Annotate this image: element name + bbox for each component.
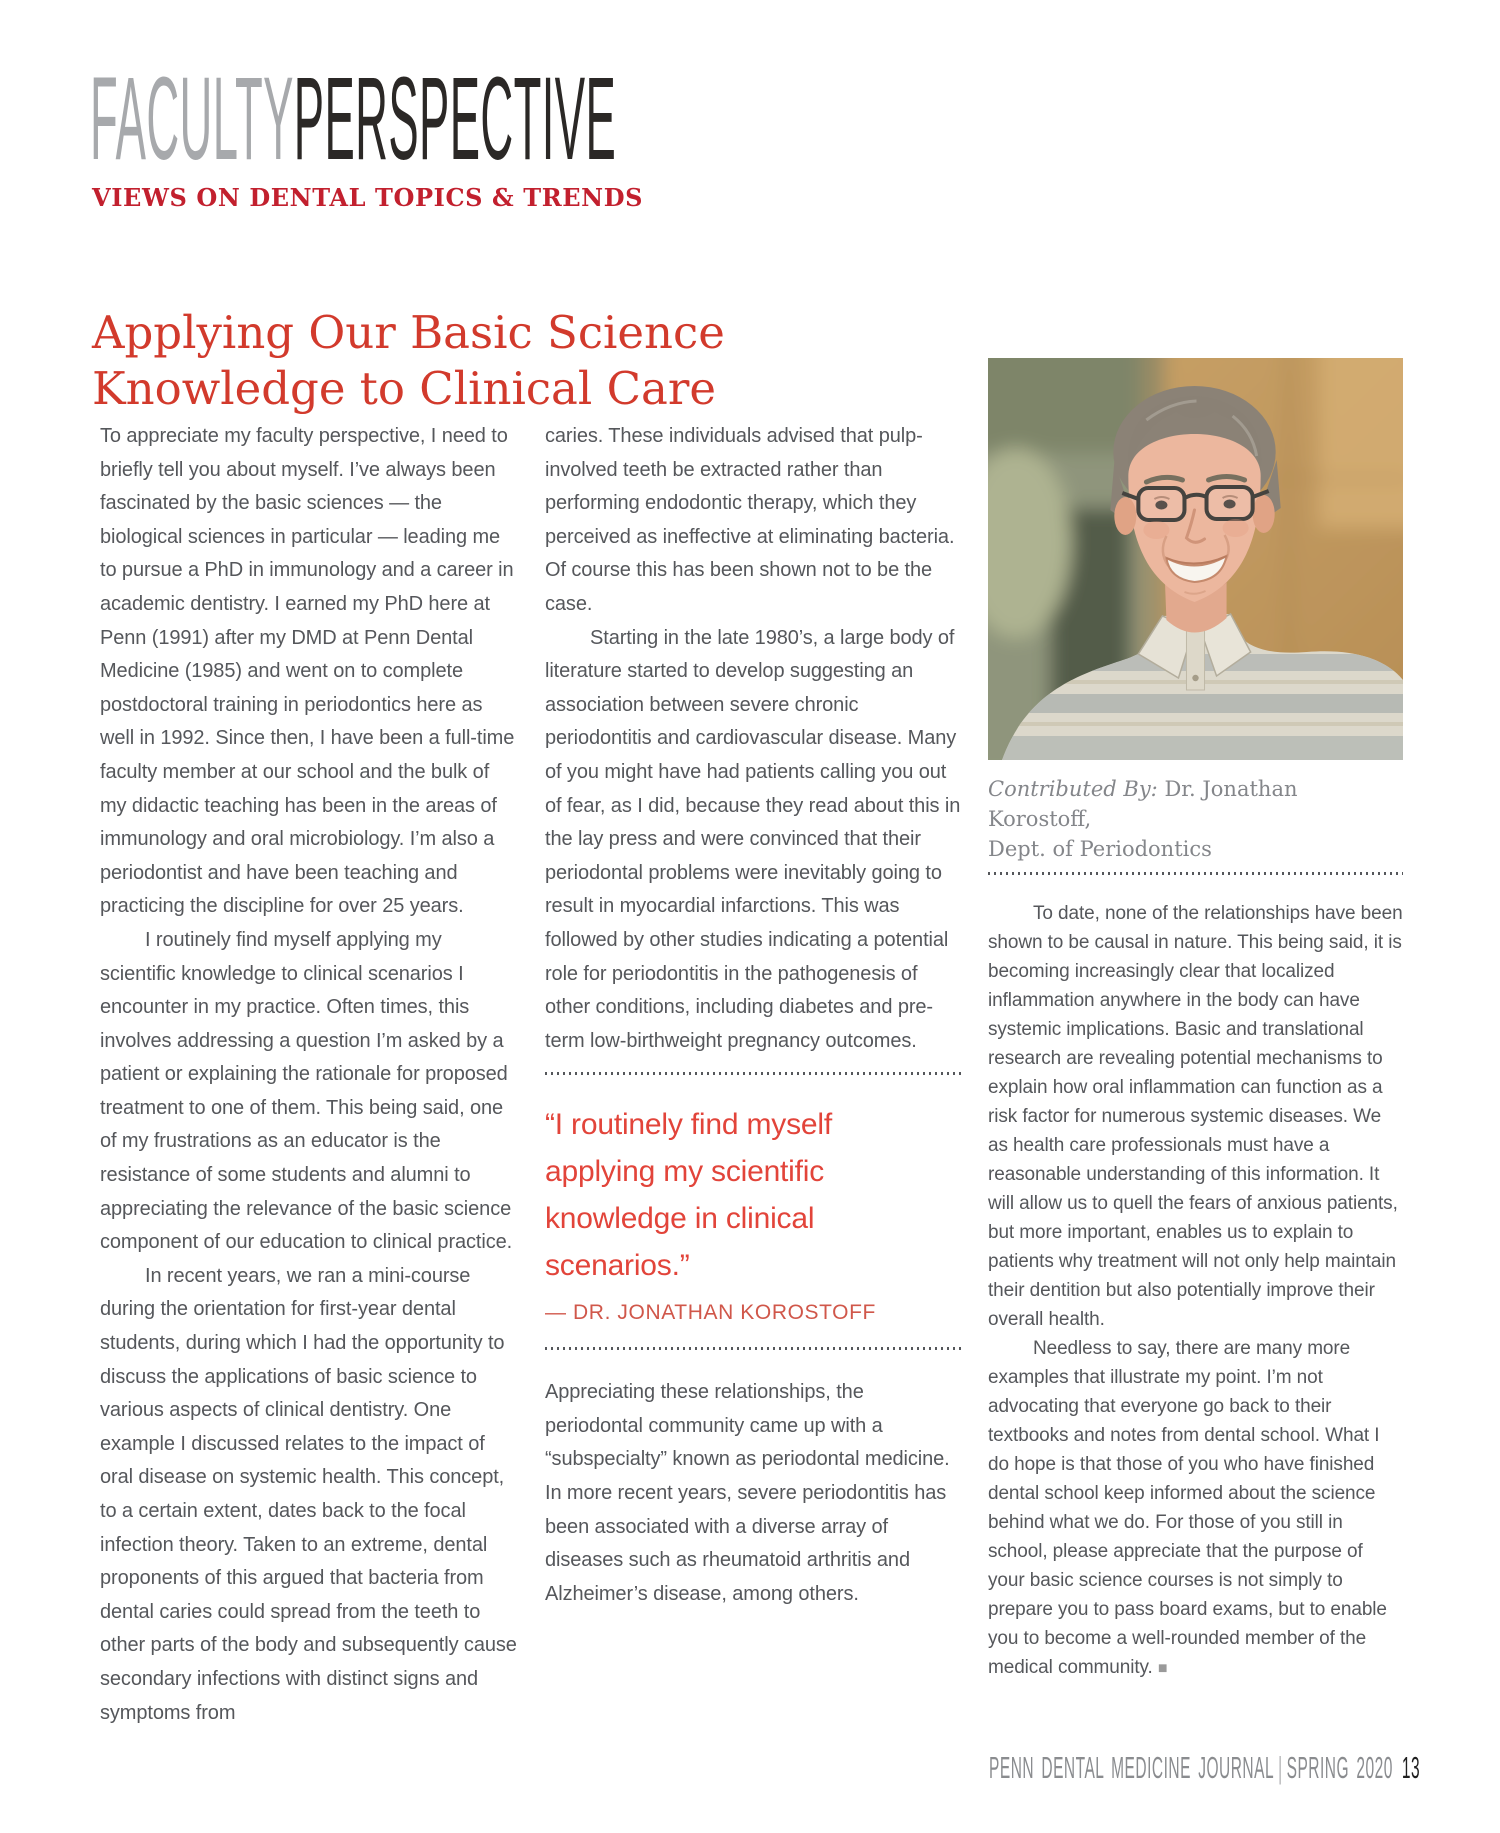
- pull-quote-line: scenarios.”: [545, 1249, 690, 1283]
- masthead-faculty: FACULTY: [90, 53, 294, 185]
- column-2: [545, 420, 963, 1611]
- section-kicker: VIEWS ON DENTAL TOPICS & TRENDS: [92, 183, 644, 212]
- end-mark: ■: [1157, 1660, 1168, 1677]
- footer-separator: |: [1278, 1750, 1283, 1785]
- column-3: [988, 358, 1403, 1683]
- body-paragraph: [988, 1334, 1403, 1683]
- dotted-divider: [545, 1072, 963, 1075]
- body-paragraph: Appreciating these relationships, the periodontal community came up with a “subspecialty” known as periodontal medicine. In more recent years, severe periodontitis has been associated with a diverse array of diseases such as rheumatoid arthritis and Alzheimer’s disease, among others.: [545, 1381, 950, 1605]
- dotted-divider: [545, 1347, 963, 1350]
- page-footer: [989, 1750, 1420, 1786]
- pull-quote-line: applying my scientific: [545, 1155, 825, 1189]
- section-masthead: [90, 53, 617, 185]
- article-title-line1: Applying Our Basic Science: [92, 306, 725, 359]
- caption-label: Contributed By:: [988, 777, 1158, 801]
- pull-quote-line: knowledge in clinical: [545, 1202, 815, 1236]
- portrait-photo: [988, 358, 1403, 760]
- article-title-line2: Knowledge to Clinical Care: [92, 362, 716, 415]
- page-number: 13: [1401, 1750, 1420, 1785]
- body-paragraph: In recent years, we ran a mini-course during the orientation for first-year dental students, during which I had the opportunity to discuss the applications of basic science to various aspects of clinical dentistry. One example I discussed relates to the impact of oral disease on systemic health. This concept, to a certain extent, dates back to the focal infection theory. Taken to an extreme, dental proponents of this argued that bacteria from dental caries could spread from the teeth to other parts of the body and subsequently cause secondary infections with distinct signs and symptoms from: [100, 1264, 517, 1724]
- issue-label: SPRING 2020: [1286, 1750, 1393, 1785]
- body-paragraph: I routinely find myself applying my scientific knowledge to clinical scenarios I encounter in my practice. Often times, this involves addressing a question I’m asked by a patient or explaining the rationale for proposed treatment to one of them. This being said, one of my frustrations as an educator is the resistance of some students and alumni to appreciating the relevance of the basic science component of our education to clinical practice.: [100, 928, 513, 1254]
- body-paragraph: To appreciate my faculty perspective, I need to briefly tell you about myself. I’ve always been fascinated by the basic sciences — the biological sciences in particular — leading me to pursue a PhD in immunology and a career in academic dentistry. I earned my PhD here at Penn (1991) after my DMD at Penn Dental Medicine (1985) and went on to complete postdoctoral training in periodontics here as well in 1992. Since then, I have been a full-time faculty member at our school and the bulk of my didactic teaching has been in the areas of immunology and oral microbiology. I’m also a periodontist and have been teaching and practicing the discipline for over 25 years.: [100, 425, 515, 918]
- pull-quote-line: “I routinely find myself: [545, 1108, 832, 1142]
- dotted-divider: [988, 872, 1403, 875]
- article-title: [92, 305, 725, 417]
- caption-dept: Dept. of Periodontics: [988, 837, 1212, 861]
- body-paragraph: Starting in the late 1980’s, a large body of literature started to develop suggesting an association between severe chronic periodontitis and cardiovascular disease. Many of you might have had patients calling you out of fear, as I did, because they read about this in the lay press and were convinced that their periodontal problems were inevitably going to result in myocardial infarctions. This was followed by other studies indicating a potential role for periodontitis in the pathogenesis of other conditions, including diabetes and pre-term low-birthweight pregnancy outcomes.: [545, 626, 961, 1052]
- body-paragraph-text: Needless to say, there are many more examples that illustrate my point. I’m not advocating that everyone go back to their textbooks and notes from dental school. What I do hope is that those of you who have finished dental school keep informed about the science behind what we do. For those of you still in school, please appreciate that the purpose of your basic science courses is not simply to prepare you to pass board exams, but to enable you to become a well-rounded member of the medical community.: [988, 1338, 1387, 1678]
- caption-name: Dr. Jonathan Korostoff,: [988, 777, 1298, 831]
- body-paragraph: caries. These individuals advised that pulp-involved teeth be extracted rather than performing endodontic therapy, which they perceived as ineffective at eliminating bacteria. Of course this has been shown not to be the case.: [545, 425, 955, 615]
- photo-caption: [988, 774, 1403, 864]
- pull-quote-attribution: — DR. JONATHAN KOROSTOFF: [545, 1301, 876, 1325]
- body-paragraph: To date, none of the relationships have been shown to be causal in nature. This being said, it is becoming increasingly clear that localized inflammation anywhere in the body can have systemic implications. Basic and translational research are revealing potential mechanisms to explain how oral inflammation can function as a risk factor for numerous systemic diseases. We as health care professionals must have a reasonable understanding of this information. It will allow us to quell the fears of anxious patients, but more important, enables us to explain to patients why treatment will not only help maintain their dentition but also potentially improve their overall health.: [988, 903, 1403, 1330]
- column-1: [100, 420, 518, 1730]
- masthead-perspective: PERSPECTIVE: [293, 53, 617, 185]
- journal-name: PENN DENTAL MEDICINE JOURNAL: [988, 1750, 1275, 1785]
- pull-quote: [545, 1101, 963, 1289]
